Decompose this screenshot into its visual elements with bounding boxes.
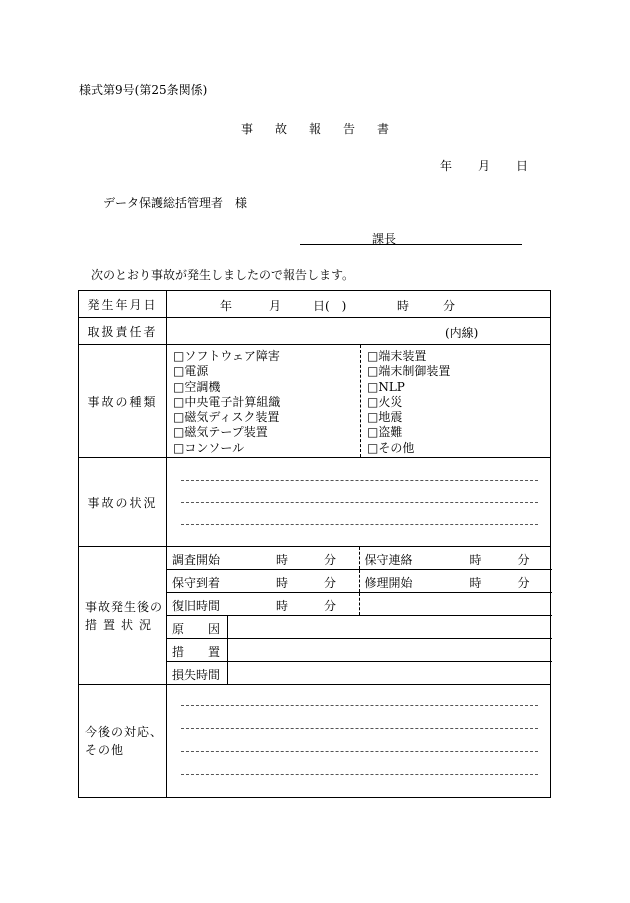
minute-label: 分 xyxy=(324,553,337,567)
future-response-label xyxy=(79,685,167,798)
date-day-label: 日 xyxy=(516,159,529,173)
writing-line xyxy=(181,751,538,752)
writing-line xyxy=(181,480,538,481)
writing-line xyxy=(181,705,538,706)
type-option[interactable]: □その他 xyxy=(367,440,415,455)
future-label-line1: 今後の対応、 xyxy=(85,725,164,739)
accident-type-list-right xyxy=(361,345,450,457)
type-option[interactable]: □磁気テープ装置 xyxy=(173,425,268,440)
measure-label-cell xyxy=(167,639,227,662)
minute-label: 分 xyxy=(517,553,530,567)
occurrence-hour-label: 時 xyxy=(397,299,410,313)
type-option[interactable]: □コンソール xyxy=(173,440,245,455)
minute-label: 分 xyxy=(324,599,337,613)
type-option[interactable]: □地震 xyxy=(367,410,403,425)
occurrence-date-field[interactable] xyxy=(167,291,551,318)
accident-type-field xyxy=(167,345,551,458)
type-option[interactable]: □NLP xyxy=(367,379,405,394)
writing-line xyxy=(181,728,538,729)
measure-field[interactable] xyxy=(227,639,552,662)
hour-label: 時 xyxy=(276,553,289,567)
empty-cell xyxy=(359,593,552,616)
type-option[interactable]: □ソフトウェア障害 xyxy=(173,349,280,363)
type-option[interactable]: □中央電子計算組織 xyxy=(173,394,281,409)
occurrence-year-label: 年 xyxy=(220,299,233,313)
date-month-label: 月 xyxy=(478,159,491,173)
investigation-start-field[interactable] xyxy=(167,547,359,570)
future-label-line2: その他 xyxy=(85,743,125,757)
writing-line xyxy=(181,774,538,775)
occurrence-month-label: 月 xyxy=(269,299,282,313)
cause-field[interactable] xyxy=(227,616,552,639)
hour-label: 時 xyxy=(276,576,289,590)
minute-label: 分 xyxy=(517,576,530,590)
maintenance-contact-field[interactable] xyxy=(359,547,552,570)
post-accident-measures-label xyxy=(79,547,167,685)
intro-text: 次のとおり事故が発生しましたので報告します。 xyxy=(91,268,355,282)
cause-label-cell xyxy=(167,616,227,639)
responsible-person-label: 取扱責任者 xyxy=(79,318,167,345)
measures-label-line2: 措置状況 xyxy=(85,617,158,632)
measure-label: 措 置 xyxy=(172,645,221,659)
future-response-field[interactable] xyxy=(167,685,551,798)
writing-line xyxy=(181,524,538,525)
date-year-label: 年 xyxy=(440,159,453,173)
type-option[interactable]: □電源 xyxy=(173,364,209,379)
hour-label: 時 xyxy=(469,576,482,590)
measures-subtable xyxy=(167,547,552,684)
report-table xyxy=(78,290,551,798)
accident-type-list-left xyxy=(167,345,361,457)
type-option[interactable]: □磁気ディスク装置 xyxy=(173,410,280,425)
accident-status-label: 事故の状況 xyxy=(79,458,167,547)
type-option[interactable]: □端末装置 xyxy=(367,349,427,363)
post-accident-measures-field xyxy=(167,547,551,685)
hour-label: 時 xyxy=(276,599,289,613)
cause-label: 原 因 xyxy=(172,622,221,636)
form-id: 様式第9号(第25条関係) xyxy=(79,83,208,97)
hour-label: 時 xyxy=(469,553,482,567)
repair-start-label: 修理開始 xyxy=(364,576,413,590)
chief-label: 課長 xyxy=(372,232,397,246)
writing-line xyxy=(181,502,538,503)
recovery-time-label: 復旧時間 xyxy=(172,599,221,613)
extension-label: (内線) xyxy=(445,326,479,340)
addressee: データ保護総括管理者 様 xyxy=(103,196,248,210)
type-option[interactable]: □火災 xyxy=(367,394,403,409)
investigation-start-label: 調査開始 xyxy=(172,553,221,567)
type-option[interactable]: □空調機 xyxy=(173,379,221,394)
loss-time-label: 損失時間 xyxy=(172,668,221,682)
occurrence-minute-label: 分 xyxy=(443,299,456,313)
report-date xyxy=(440,157,528,174)
accident-status-field[interactable] xyxy=(167,458,551,547)
recovery-time-field[interactable] xyxy=(167,593,359,616)
accident-type-label: 事故の種類 xyxy=(79,345,167,458)
responsible-person-field[interactable] xyxy=(167,318,551,345)
measures-label-line1: 事故発生後の xyxy=(85,599,164,614)
loss-time-label-cell xyxy=(167,662,227,685)
repair-start-field[interactable] xyxy=(359,570,552,593)
document-title: 事故報告書 xyxy=(240,122,411,136)
chief-signature-line[interactable] xyxy=(300,226,522,245)
minute-label: 分 xyxy=(324,576,337,590)
occurrence-date-label: 発生年月日 xyxy=(79,291,167,318)
type-option[interactable]: □盗難 xyxy=(367,425,403,440)
maintenance-arrival-field[interactable] xyxy=(167,570,359,593)
maintenance-contact-label: 保守連絡 xyxy=(364,553,413,567)
maintenance-arrival-label: 保守到着 xyxy=(172,576,221,590)
occurrence-day-label: 日( ) xyxy=(313,299,347,313)
loss-time-field[interactable] xyxy=(227,662,552,685)
type-option[interactable]: □端末制御装置 xyxy=(367,364,451,379)
